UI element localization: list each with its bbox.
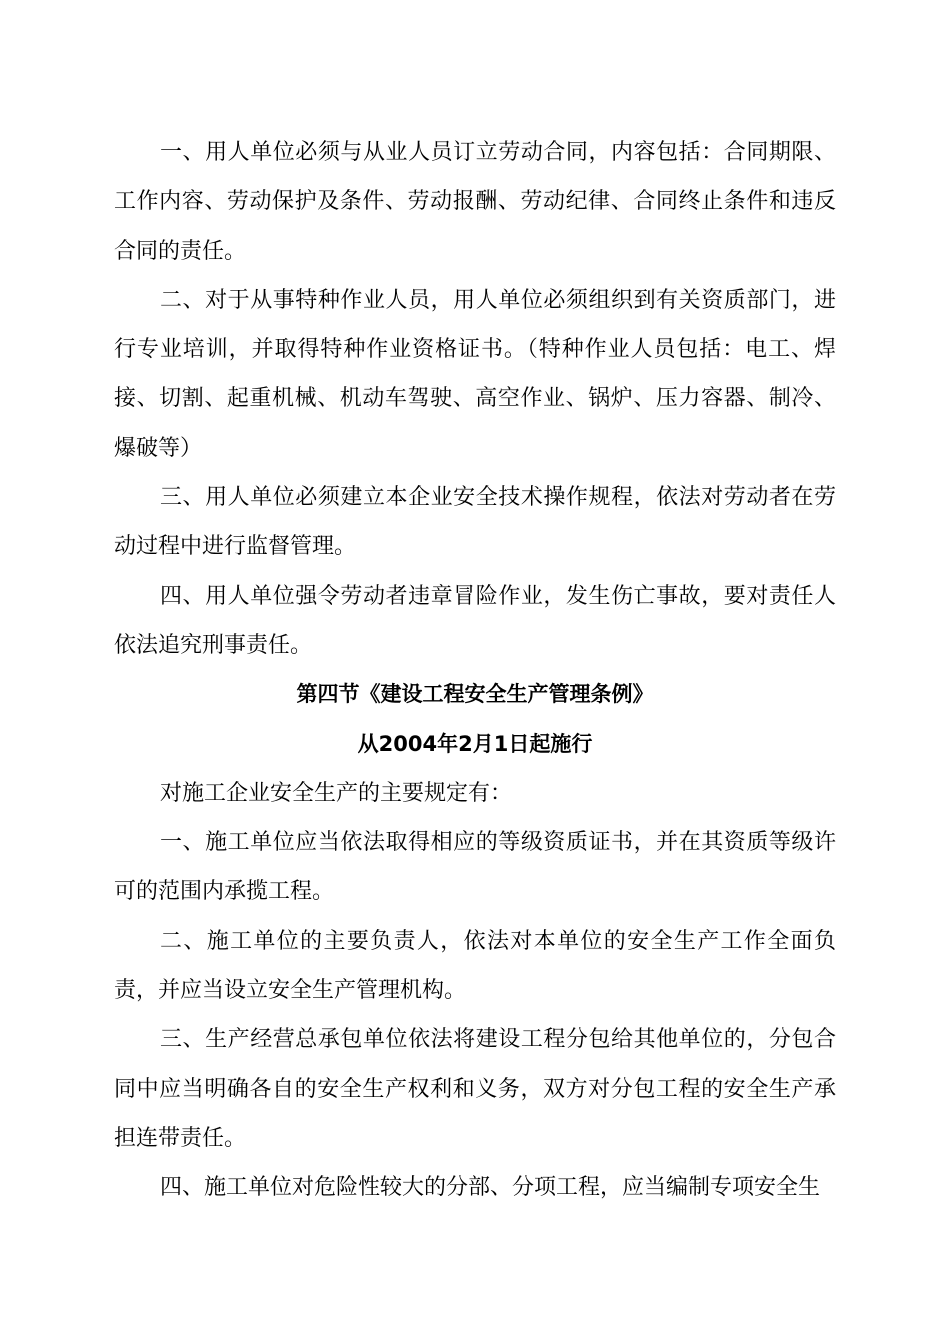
paragraph-labor-contract: 一、用人单位必须与从业人员订立劳动合同，内容包括：合同期限、工作内容、劳动保护及条件、劳动报酬、劳动纪律、合同终止条件和违反合同的责任。 bbox=[114, 140, 836, 264]
section-subtitle: 从2004年2月1日起施行 bbox=[357, 731, 593, 756]
document-body bbox=[114, 128, 836, 1213]
paragraph-criminal-liability: 四、用人单位强令劳动者违章冒险作业，发生伤亡事故，要对责任人依法追究刑事责任。 bbox=[114, 583, 836, 658]
paragraph-hazardous-works: 四、施工单位对危险性较大的分部、分项工程，应当编制专项安全生 bbox=[160, 1175, 821, 1201]
paragraph-main-provisions-intro: 对施工企业安全生产的主要规定有： bbox=[160, 780, 513, 806]
paragraph-operating-procedures: 三、用人单位必须建立本企业安全技术操作规程，依法对劳动者在劳动过程中进行监督管理。 bbox=[114, 485, 836, 560]
paragraph-qualification-certificate: 一、施工单位应当依法取得相应的等级资质证书，并在其资质等级许可的范围内承揽工程。 bbox=[114, 830, 836, 905]
paragraph-special-operations: 二、对于从事特种作业人员，用人单位必须组织到有关资质部门，进行专业培训，并取得特种作业资格证书。（特种作业人员包括：电工、焊接、切割、起重机械、机动车驾驶、高空作业、锅炉、压力容器、制冷、爆破等） bbox=[114, 287, 836, 461]
paragraph-principal-responsibility: 二、施工单位的主要负责人，依法对本单位的安全生产工作全面负责，并应当设立安全生产管理机构。 bbox=[114, 928, 836, 1004]
section-title: 第四节《建设工程安全生产管理条例》 bbox=[296, 682, 654, 707]
paragraph-subcontract-liability: 三、生产经营总承包单位依法将建设工程分包给其他单位的，分包合同中应当明确各自的安全生产权利和义务，双方对分包工程的安全生产承担连带责任。 bbox=[114, 1027, 836, 1151]
